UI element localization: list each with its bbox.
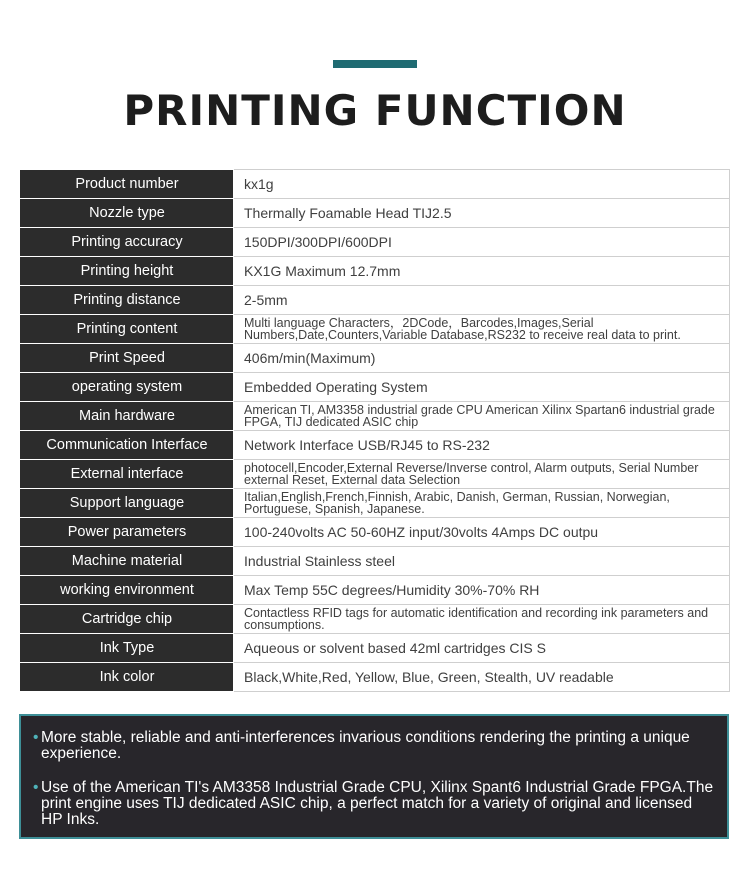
spec-value-printing-distance: 2-5mm xyxy=(234,286,730,315)
bullet-dot-icon: • xyxy=(33,779,39,796)
table-row xyxy=(21,460,730,489)
table-row xyxy=(21,489,730,518)
spec-table xyxy=(20,169,730,692)
table-row xyxy=(21,663,730,692)
table-row xyxy=(21,547,730,576)
spec-value-power-parameters: 100-240volts AC 50-60HZ input/30volts 4Amps DC outpu xyxy=(234,518,730,547)
spec-label-ink-color: Ink color xyxy=(21,663,234,692)
table-row xyxy=(21,170,730,199)
page-title: PRINTING FUNCTION xyxy=(123,86,627,135)
spec-label-ink-type: Ink Type xyxy=(21,634,234,663)
table-row xyxy=(21,373,730,402)
features-notes-box xyxy=(19,714,729,839)
spec-value-support-language: Italian,English,French,Finnish, Arabic, Danish, German, Russian, Norwegian, Portuguese, Spanish, Japanese. xyxy=(234,489,730,518)
spec-value-nozzle-type: Thermally Foamable Head TIJ2.5 xyxy=(234,199,730,228)
spec-label-nozzle-type: Nozzle type xyxy=(21,199,234,228)
spec-value-printing-content: Multi language Characters，2DCode，Barcodes,Images,Serial Numbers,Date,Counters,Variable Database,RS232 to receive real data to print. xyxy=(234,315,730,344)
spec-label-machine-material: Machine material xyxy=(21,547,234,576)
spec-label-printing-distance: Printing distance xyxy=(21,286,234,315)
spec-label-support-language: Support language xyxy=(21,489,234,518)
spec-label-print-speed: Print Speed xyxy=(21,344,234,373)
table-row xyxy=(21,576,730,605)
spec-label-main-hardware: Main hardware xyxy=(21,402,234,431)
spec-value-ink-type: Aqueous or solvent based 42ml cartridges CIS S xyxy=(234,634,730,663)
spec-value-working-environment: Max Temp 55C degrees/Humidity 30%-70% RH xyxy=(234,576,730,605)
spec-value-cartridge-chip: Contactless RFID tags for automatic identification and recording ink parameters and consumptions. xyxy=(234,605,730,634)
spec-label-printing-content: Printing content xyxy=(21,315,234,344)
spec-value-operating-system: Embedded Operating System xyxy=(234,373,730,402)
spec-value-machine-material: Industrial Stainless steel xyxy=(234,547,730,576)
spec-label-printing-height: Printing height xyxy=(21,257,234,286)
table-row xyxy=(21,431,730,460)
note-text: More stable, reliable and anti-interferences invarious conditions rendering the printing a unique experience. xyxy=(41,729,690,762)
table-row xyxy=(21,402,730,431)
spec-value-external-interface: photocell,Encoder,External Reverse/Inverse control, Alarm outputs, Serial Number external Reset, External data Selection xyxy=(234,460,730,489)
table-row xyxy=(21,605,730,634)
table-row xyxy=(21,199,730,228)
spec-label-printing-accuracy: Printing accuracy xyxy=(21,228,234,257)
spec-label-communication-interface: Communication Interface xyxy=(21,431,234,460)
spec-label-operating-system: operating system xyxy=(21,373,234,402)
spec-label-working-environment: working environment xyxy=(21,576,234,605)
spec-value-main-hardware: American TI, AM3358 industrial grade CPU American Xilinx Spartan6 industrial grade FPGA, TIJ dedicated ASIC chip xyxy=(234,402,730,431)
table-row xyxy=(21,344,730,373)
title-accent-bar xyxy=(333,60,417,68)
table-row xyxy=(21,257,730,286)
spec-value-communication-interface: Network Interface USB/RJ45 to RS-232 xyxy=(234,431,730,460)
spec-label-product-number: Product number xyxy=(21,170,234,199)
spec-value-print-speed: 406m/min(Maximum) xyxy=(234,344,730,373)
spec-value-product-number: kx1g xyxy=(234,170,730,199)
spec-value-printing-accuracy: 150DPI/300DPI/600DPI xyxy=(234,228,730,257)
spec-label-cartridge-chip: Cartridge chip xyxy=(21,605,234,634)
table-row xyxy=(21,518,730,547)
table-row xyxy=(21,315,730,344)
table-row xyxy=(21,286,730,315)
table-row xyxy=(21,634,730,663)
table-row xyxy=(21,228,730,257)
bullet-dot-icon: • xyxy=(33,729,39,746)
note-item xyxy=(33,780,715,828)
spec-value-printing-height: KX1G Maximum 12.7mm xyxy=(234,257,730,286)
spec-label-external-interface: External interface xyxy=(21,460,234,489)
spec-value-ink-color: Black,White,Red, Yellow, Blue, Green, Stealth, UV readable xyxy=(234,663,730,692)
note-item xyxy=(33,730,715,762)
note-text: Use of the American TI's AM3358 Industrial Grade CPU, Xilinx Spant6 Industrial Grade FPGA.The print engine uses TIJ dedicated ASIC chip, a perfect match for a variety of original and licensed HP Inks. xyxy=(41,779,714,828)
spec-label-power-parameters: Power parameters xyxy=(21,518,234,547)
